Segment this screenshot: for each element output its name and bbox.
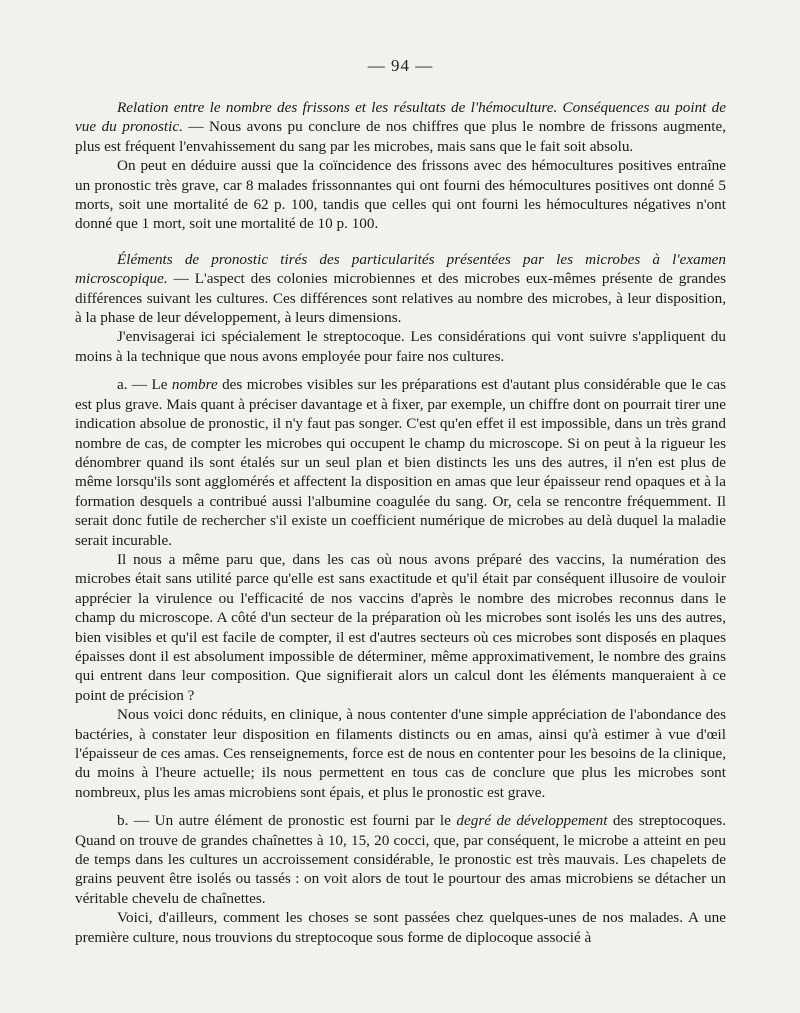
emphasis: degré de développement [456, 812, 608, 830]
paragraph: Nous voici donc réduits, en clinique, à nous contenter d'une simple appréciation de l'abondance des bactéries, à constater leur disposition en filaments distincts ou en amas, ainsi qu'à estimer à vue d'œil l'épaisseur de ces amas. Ces renseignements, force est de nous en contenter pour les besoins de la clinique, du moins à l'heure actuelle; ils nous permettent en tous cas de conclure que plus les microbes sont nombreux, plus les amas microbiens sont épais, et plus le pronostic est grave. [75, 706, 726, 801]
section-title-relation: Relation entre le nombre des frissons et les résultats de l'hémoculture. Conséquences au point de vue du pronostic. [75, 99, 726, 136]
paragraph-text: des microbes visibles sur les préparations est d'autant plus considérable que le cas est plus grave. Mais quant à préciser davantage et à fixer, par exemple, un chiffre dont on pourrait tirer une indication absolue de pronostic, il n'y faut pas songer. C'est qu'en effet il est impossible, dans un très grand nombre de cas, de compter les microbes qui occupent le champ du microscope. Si on peut à la rigueur les dénombrer quand ils sont étalés sur un seul plan et bien distincts les uns des autres, il n'en est plus de même lorsqu'ils sont agglomérés et affectent la disposition en amas que leur épaisseur rend opaques et à la formation desquels a contribué aussi l'albumine coagulée du sang. Or, cela se rencontre fréquemment. Il serait donc futile de rechercher s'il existe un coefficient numérique de microbes au delà duquel la maladie serait incurable. [75, 376, 726, 549]
paragraph-text: des streptocoques. Quand on trouve de grandes chaînettes à 10, 15, 20 cocci, que, par conséquent, le microbe a atteint en peu de temps dans les cultures un accroissement considérable, le pronostic est très mauvais. Les chapelets de grains peuvent être isolés ou tassés : on voit alors de tout le pourtour des amas microbiens se détacher un véritable chevelu de chaînettes. [75, 812, 726, 907]
paragraph-text: — Nous avons pu conclure de nos chiffres que plus le nombre de frissons augmente, plus est fréquent l'envahissement du sang par les microbes, mais sans que le fait soit absolu. [75, 118, 727, 155]
paragraph-b [75, 811, 726, 908]
emphasis: nombre [171, 376, 218, 394]
paragraph-elements [75, 250, 726, 328]
paragraph-a [75, 375, 726, 550]
paragraph: On peut en déduire aussi que la coïncidence des frissons avec des hémocultures positives entraîne un pronostic très grave, car 8 malades frissonnantes qui ont fourni des hémocultures positives ont donné 5 morts, soit une mortalité de 62 p. 100, tandis que celles qui ont fourni les hémocultures négatives n'ont donné que 1 mort, soit une mortalité de 10 p. 100. [75, 157, 726, 233]
paragraph: Il nous a même paru que, dans les cas où nous avons préparé des vaccins, la numération des microbes était sans utilité parce qu'elle est sans exactitude et qu'il était par conséquent illusoire de vouloir apprécier la virulence ou l'efficacité de nos vaccins d'après le nombre des microbes reconnus dans le champ du microscope. A côté d'un secteur de la préparation où les microbes sont isolés les uns des autres, bien visibles et qu'il est facile de compter, il est d'autres secteurs où ces microbes sont disposés en plaques épaisses dont il est absolument impossible de déterminer, même approximativement, le nombre des grains qui entrent dans leur composition. Que signifierait alors un calcul dont les éléments manqueraient à ce point de précision ? [75, 550, 726, 704]
paragraph-relation [75, 98, 726, 156]
paragraph: J'envisagerai ici spécialement le streptocoque. Les considérations qui vont suivre s'appliquent du moins à la technique que nous avons employée pour faire nos cultures. [75, 328, 726, 365]
item-label-a: a. — Le [117, 376, 172, 394]
page-number: — 94 — [367, 56, 434, 75]
item-label-b: b. — Un autre élément de pronostic est fourni par le [117, 812, 457, 830]
paragraph-text: — L'aspect des colonies microbiennes et des microbes eux-mêmes présente de grandes différences suivant les cultures. Ces différences sont relatives au nombre des microbes, à leur disposition, à la phase de leur développement, à leurs dimensions. [75, 270, 726, 327]
paragraph: Voici, d'ailleurs, comment les choses se sont passées chez quelques-unes de nos malades. A une première culture, nous trouvions du streptocoque sous forme de diplocoque associé à [75, 909, 726, 946]
section-title-elements: Éléments de pronostic tirés des particularités présentées par les microbes à l'examen microscopique. [75, 250, 726, 288]
